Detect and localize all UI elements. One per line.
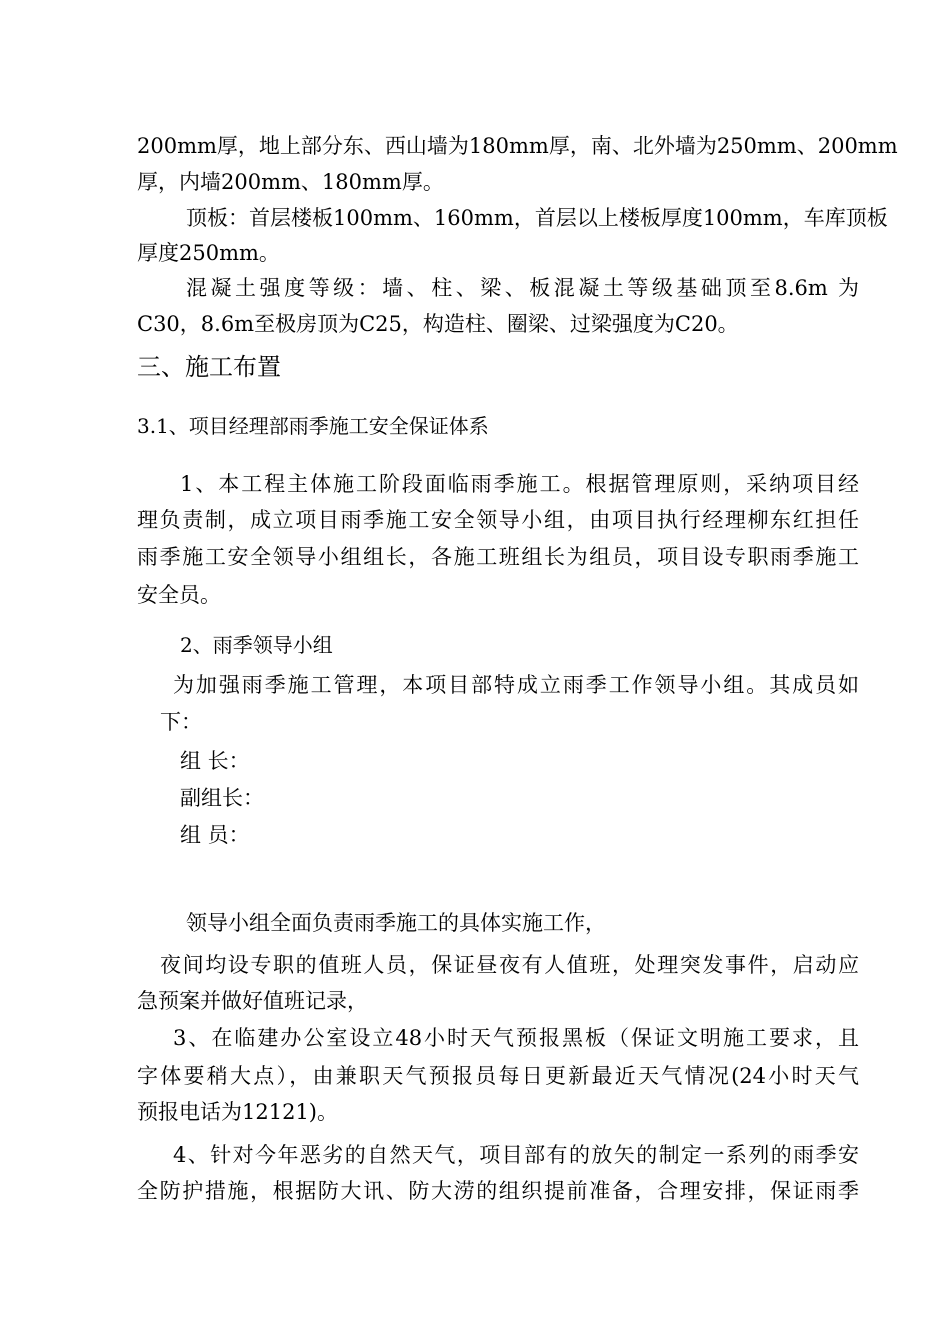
paragraph-line: 4、针对今年恶劣的自然天气，项目部有的放矢的制定一系列的雨季安: [173, 1143, 859, 1167]
section-heading: 三、施工布置: [137, 353, 281, 381]
member-label-members: 组 员：: [180, 823, 250, 847]
paragraph-line: 夜间均设专职的值班人员，保证昼夜有人值班，处理突发事件，启动应: [160, 953, 859, 977]
paragraph-line: 厚度250mm。: [137, 241, 280, 265]
paragraph-line: 急预案并做好值班记录，: [137, 989, 368, 1013]
paragraph-line: 安全员。: [137, 583, 221, 607]
paragraph-line: 雨季施工安全领导小组组长，各施工班组长为组员，项目设专职雨季施工: [137, 545, 859, 569]
member-label-deputy: 副组长：: [180, 786, 264, 810]
paragraph-line: 字体要稍大点），由兼职天气预报员每日更新最近天气情况(24小时天气: [137, 1064, 859, 1088]
paragraph-line: 3、在临建办公室设立48小时天气预报黑板（保证文明施工要求，且: [173, 1026, 859, 1050]
paragraph-line: 领导小组全面负责雨季施工的具体实施工作，: [186, 911, 606, 935]
member-label-leader: 组 长：: [180, 749, 250, 773]
paragraph-line: 顶板：首层楼板100mm、160mm，首层以上楼板厚度100mm，车库顶板: [186, 206, 888, 230]
paragraph-line: 全防护措施，根据防大讯、防大涝的组织提前准备，合理安排，保证雨季: [137, 1179, 859, 1203]
paragraph-line: 理负责制，成立项目雨季施工安全领导小组，由项目执行经理柳东红担任: [137, 508, 859, 532]
paragraph-line: 为加强雨季施工管理，本项目部特成立雨季工作领导小组。其成员如: [173, 673, 859, 697]
subsection-heading: 2、雨季领导小组: [180, 633, 333, 657]
paragraph-line: 预报电话为12121)。: [137, 1100, 338, 1124]
paragraph-line: 下：: [160, 710, 202, 734]
paragraph-line: 200mm厚，地上部分东、西山墙为180mm厚，南、北外墙为250mm、200mm: [137, 134, 898, 158]
paragraph-line: 1、本工程主体施工阶段面临雨季施工。根据管理原则，采纳项目经: [180, 472, 859, 496]
paragraph-line: C30，8.6m至极房顶为C25，构造柱、圈梁、过梁强度为C20。: [137, 312, 739, 336]
subsection-heading: 3.1、项目经理部雨季施工安全保证体系: [137, 414, 489, 438]
paragraph-line: 混凝土强度等级：墙、柱、梁、板混凝土等级基础顶至8.6m 为: [186, 276, 859, 300]
paragraph-line: 厚，内墙200mm、180mm厚。: [137, 170, 444, 194]
